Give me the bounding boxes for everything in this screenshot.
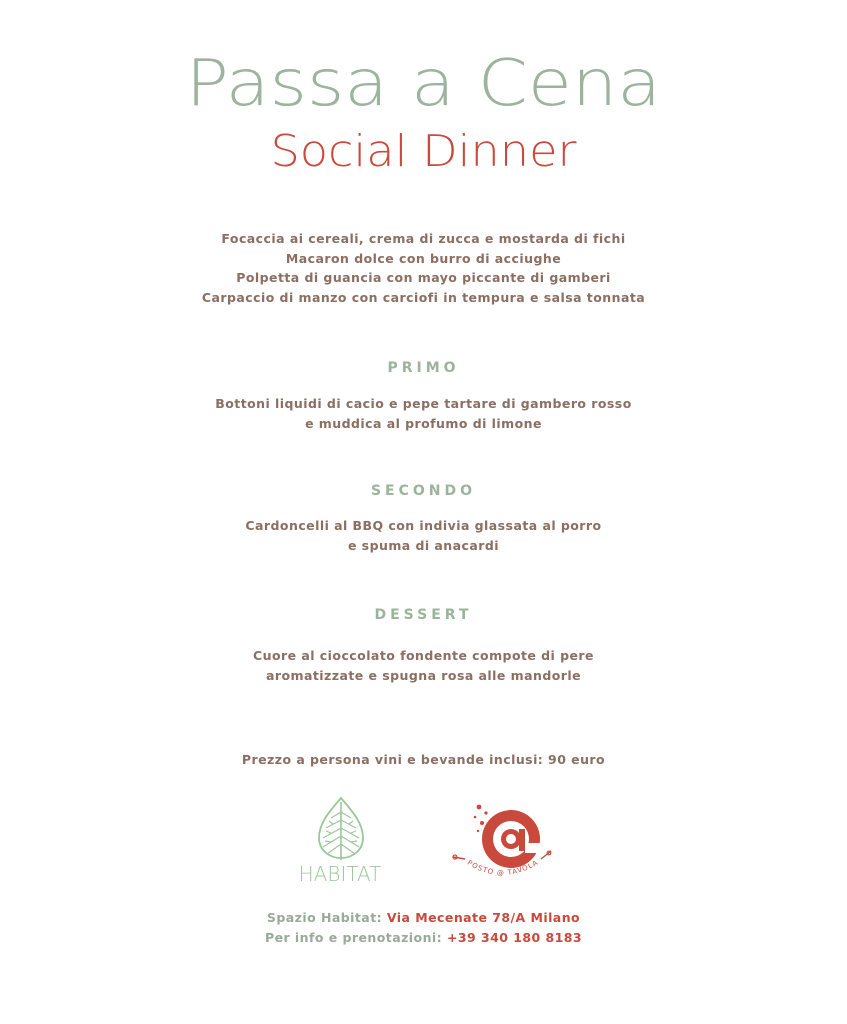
habitat-leaf-icon	[313, 796, 369, 862]
venue-label: Spazio Habitat:	[266, 910, 383, 925]
section-title: SECONDO	[370, 483, 477, 499]
contact-line	[0, 928, 847, 948]
section-dessert-heading	[0, 606, 847, 624]
dish-line: aromatizzate e spugna rosa alle mandorle	[265, 667, 582, 683]
dish-line: Carpaccio di manzo con carciofi in tempura e salsa tonnata	[201, 289, 646, 305]
venue-line	[0, 908, 847, 928]
section-secondo-heading	[0, 482, 847, 500]
posto-tavola-logo	[449, 799, 555, 885]
svg-text:POSTO @ TAVOLA: POSTO @ TAVOLA	[465, 858, 540, 878]
page-subtitle: Social Dinner	[270, 126, 577, 177]
dish-line: Cuore al cioccolato fondente compote di pere	[253, 648, 594, 663]
section-primo-heading	[0, 359, 847, 377]
dish-line: e muddica al profumo di limone	[305, 415, 542, 431]
antipasti-list	[0, 229, 847, 307]
section-title: PRIMO	[387, 360, 460, 376]
dish-line: Polpetta di guancia con mayo piccante di gamberi	[236, 270, 611, 285]
secondo-list	[0, 516, 847, 555]
primo-list	[0, 394, 847, 433]
contact-label: Per info e prenotazioni:	[264, 930, 443, 945]
phone-number[interactable]: +39 340 180 8183	[446, 930, 583, 945]
venue-address: Via Mecenate 78/A Milano	[386, 910, 581, 925]
dessert-list	[0, 646, 847, 685]
dish-line: Bottoni liquidi di cacio e pepe tartare di gambero rosso	[215, 396, 632, 411]
price-text: Prezzo a persona vini e bevande inclusi: 90 euro	[241, 752, 606, 767]
page-title: Passa a Cena	[185, 47, 662, 121]
dish-line: e spuma di anacardi	[347, 537, 500, 553]
price-line	[0, 750, 847, 770]
dish-line: Macaron dolce con burro di acciughe	[285, 250, 562, 266]
habitat-logo-text: HABITAT	[298, 862, 382, 886]
dish-line: Focaccia ai cereali, crema di zucca e mostarda di fichi	[221, 231, 626, 246]
dish-line: Cardoncelli al BBQ con indivia glassata al porro	[245, 518, 602, 533]
section-title: DESSERT	[374, 607, 473, 623]
